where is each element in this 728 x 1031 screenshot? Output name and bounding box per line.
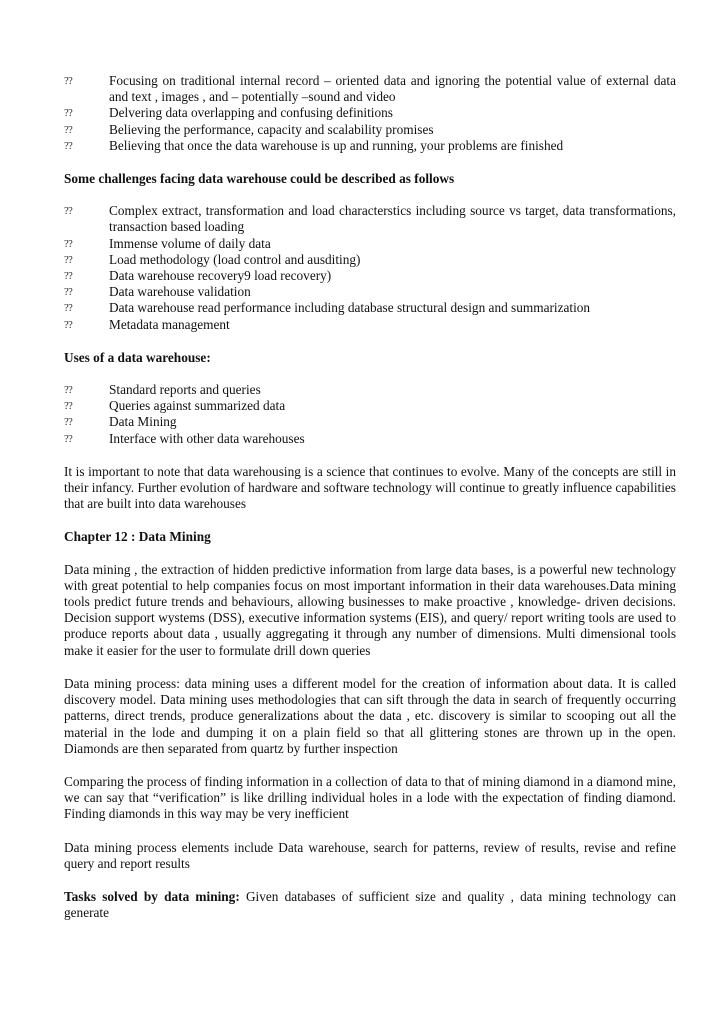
chapter-heading: Chapter 12 : Data Mining bbox=[64, 529, 211, 545]
process-paragraph: Data mining process: data mining uses a different model for the creation of information about data. It is called discovery model. Data mining uses methodologies that can sift through the data in search of frequently occurring patterns, direct trends, produce generalizations about the data , etc. discovery is similar to scooping out all the material in the lode and dumping it on a plain field so that all glittering stones are thrown up in the open. Diamonds are then separated from quartz by further inspection bbox=[64, 675, 676, 756]
list-item bbox=[64, 105, 676, 121]
bullet-marker: ?? bbox=[64, 206, 73, 218]
data-mining-paragraph: Data mining , the extraction of hidden predictive information from large data bases, is a powerful new technology with great potential to help companies focus on most important information in their data warehouses.Data mining tools predict future trends and behaviours, allowing businesses to make proactive , knowledge- driven decisions. Decision support wystems (DSS), executive information systems (EIS), and query/ report writing tools are used to produce reports about data , usually aggregating it through any number of dimensions. Multi dimensional tools make it easier for the user to formulate drill down queries bbox=[64, 561, 676, 658]
list-item-text: Focusing on traditional internal record – oriented data and ignoring the potential value of external data and text , images , and – potentially –sound and video bbox=[109, 73, 676, 105]
uses-list bbox=[64, 382, 676, 447]
challenges-list bbox=[64, 203, 676, 333]
comparing-paragraph: Comparing the process of finding information in a collection of data to that of mining diamond in a diamond mine, we can say that “verification” is like drilling individual holes in a lode with the expectation of finding diamond. Finding diamonds in this way may be very inefficient bbox=[64, 773, 676, 822]
list-item-text: Load methodology (load control and ausditing) bbox=[109, 251, 361, 267]
bullet-marker: ?? bbox=[64, 319, 73, 331]
list-item-text: Data warehouse recovery9 load recovery) bbox=[109, 268, 332, 284]
list-item bbox=[64, 398, 676, 414]
list-item bbox=[64, 382, 676, 398]
bullet-marker: ?? bbox=[64, 287, 73, 299]
bullet-marker: ?? bbox=[64, 417, 73, 429]
list-item bbox=[64, 317, 676, 333]
list-item bbox=[64, 268, 676, 284]
bullet-marker: ?? bbox=[64, 401, 73, 413]
tasks-label: Tasks solved by data mining: bbox=[64, 888, 240, 904]
list-item-text: Data warehouse read performance including database structural design and summarization bbox=[109, 300, 591, 316]
list-item bbox=[64, 252, 676, 268]
list-item bbox=[64, 73, 676, 105]
list-item bbox=[64, 203, 676, 235]
bullet-marker: ?? bbox=[64, 108, 73, 120]
list-item-text: Data Mining bbox=[109, 414, 177, 430]
list-item-text: Complex extract, transformation and load characterstics including source vs target, data transformations, transaction based loading bbox=[109, 203, 676, 235]
bullet-marker: ?? bbox=[64, 254, 73, 266]
list-item bbox=[64, 284, 676, 300]
list-item-text: Interface with other data warehouses bbox=[109, 430, 305, 446]
list-item-text: Delvering data overlapping and confusing definitions bbox=[109, 105, 393, 121]
bullet-marker: ?? bbox=[64, 385, 73, 397]
bullet-marker: ?? bbox=[64, 238, 73, 250]
list-item bbox=[64, 431, 676, 447]
list-item bbox=[64, 236, 676, 252]
list-item bbox=[64, 138, 676, 154]
list-item-text: Believing the performance, capacity and scalability promises bbox=[109, 121, 434, 137]
science-paragraph: It is important to note that data warehousing is a science that continues to evolve. Many of the concepts are still in their infancy. Further evolution of hardware and software technology will continue to greatly influence capabilities that are built into data warehouses bbox=[64, 463, 676, 512]
bullet-marker: ?? bbox=[64, 140, 73, 152]
tasks-paragraph bbox=[64, 889, 676, 921]
list-item-text: Immense volume of daily data bbox=[109, 235, 271, 251]
list-item bbox=[64, 414, 676, 430]
tasks-text: Given databases of sufficient size and quality , data mining technology can generate bbox=[64, 888, 677, 921]
uses-heading: Uses of a data warehouse: bbox=[64, 349, 211, 365]
list-item bbox=[64, 122, 676, 138]
pitfalls-list bbox=[64, 73, 676, 154]
list-item-text: Believing that once the data warehouse is up and running, your problems are finished bbox=[109, 137, 564, 153]
list-item bbox=[64, 300, 676, 316]
list-item-text: Data warehouse validation bbox=[109, 284, 251, 300]
challenges-heading: Some challenges facing data warehouse could be described as follows bbox=[64, 171, 455, 187]
bullet-marker: ?? bbox=[64, 271, 73, 283]
bullet-marker: ?? bbox=[64, 303, 73, 315]
elements-paragraph: Data mining process elements include Data warehouse, search for patterns, review of results, revise and refine query and report results bbox=[64, 839, 676, 871]
bullet-marker: ?? bbox=[64, 433, 73, 445]
bullet-marker: ?? bbox=[64, 76, 73, 87]
list-item-text: Standard reports and queries bbox=[109, 382, 261, 398]
document-page bbox=[64, 73, 676, 921]
list-item-text: Metadata management bbox=[109, 316, 230, 332]
bullet-marker: ?? bbox=[64, 124, 73, 136]
list-item-text: Queries against summarized data bbox=[109, 398, 286, 414]
